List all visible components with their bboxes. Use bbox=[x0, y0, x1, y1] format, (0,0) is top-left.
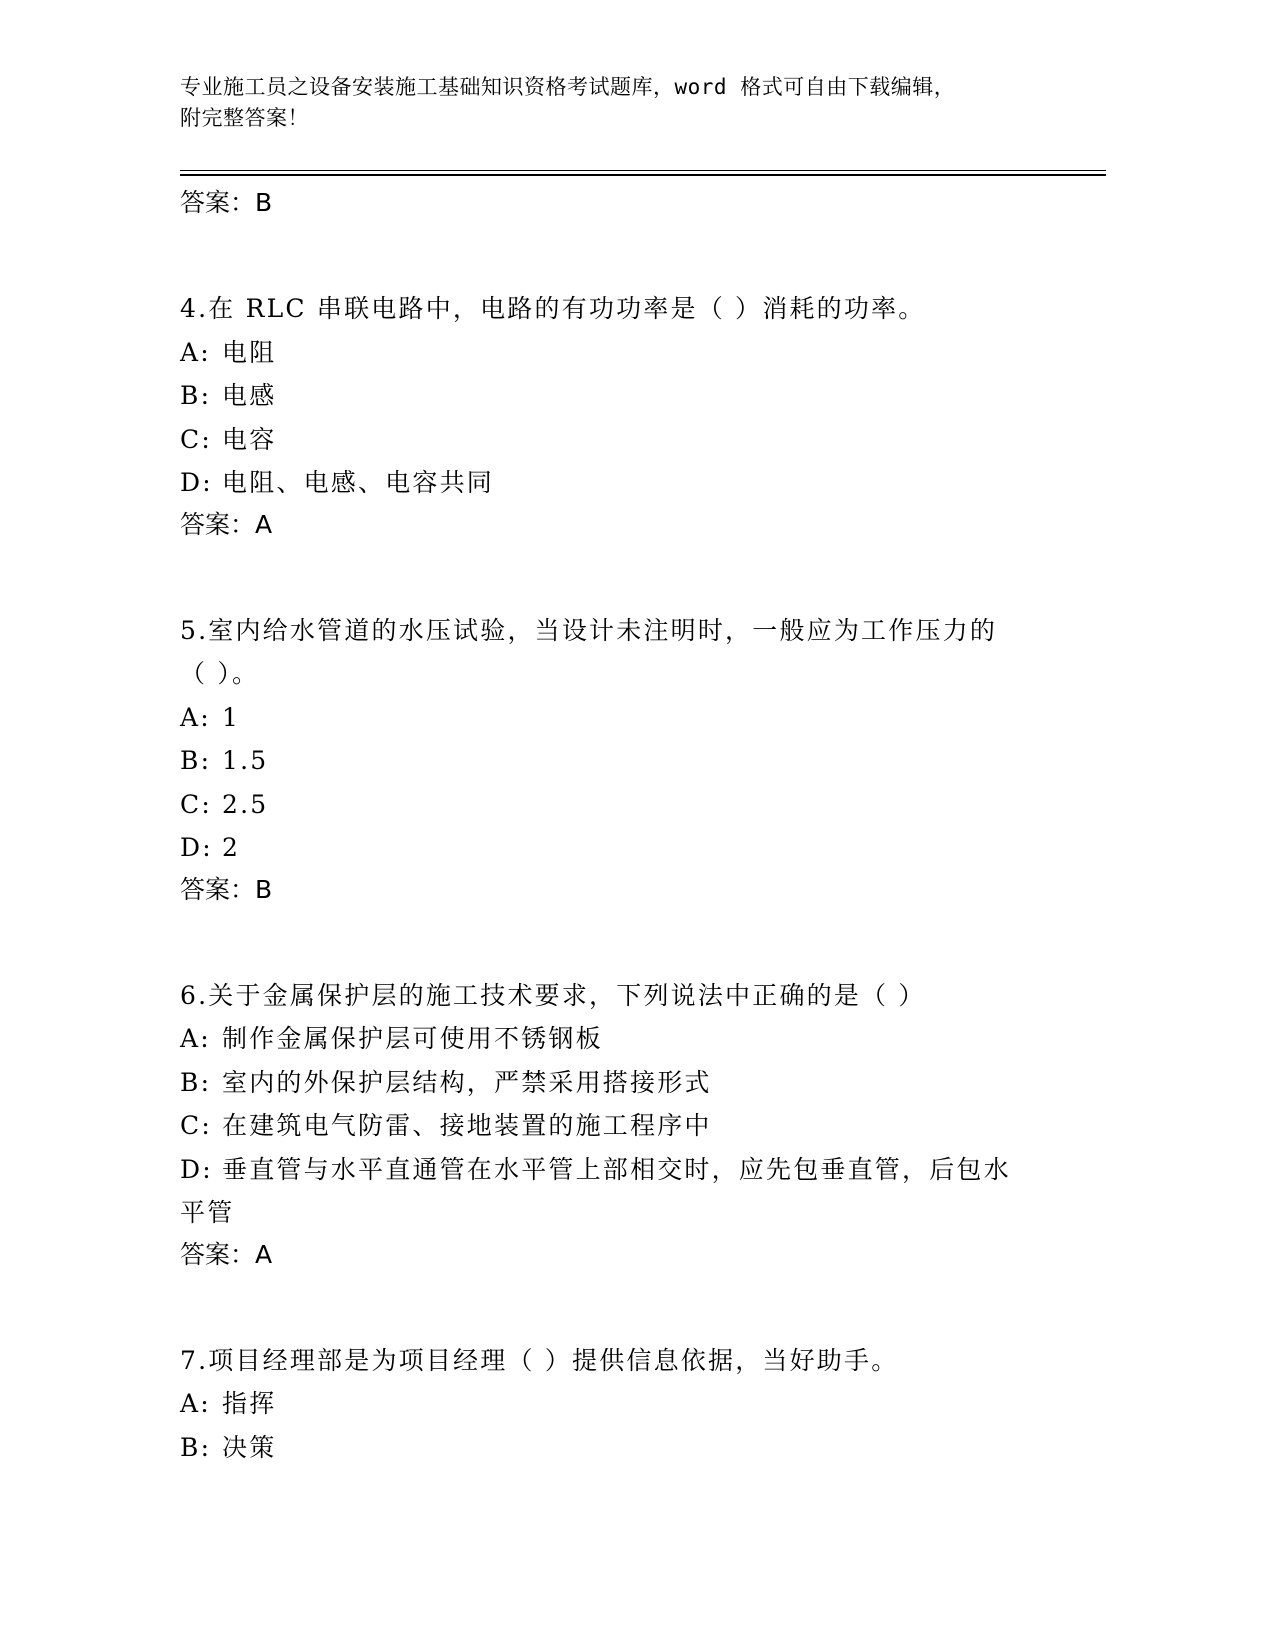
header-divider-thin bbox=[180, 170, 1106, 171]
option-item bbox=[180, 1104, 1060, 1148]
answer-line: 答案：A bbox=[180, 1239, 273, 1269]
option-item bbox=[180, 1426, 1060, 1470]
option-item bbox=[180, 1061, 1060, 1105]
option-letter: A: bbox=[180, 1024, 211, 1053]
answer-line: 答案：A bbox=[180, 509, 273, 539]
option-item bbox=[180, 461, 1060, 505]
option-text: 电阻 bbox=[222, 337, 277, 367]
option-item bbox=[180, 1382, 1060, 1426]
option-item bbox=[180, 696, 1060, 740]
question-gap bbox=[180, 1275, 1060, 1339]
question-block bbox=[180, 1339, 1060, 1470]
option-letter: B: bbox=[180, 1067, 212, 1097]
option-letter: D: bbox=[180, 1154, 213, 1184]
question-text: 6.关于金属保护层的施工技术要求，下列说法中正确的是（ ） bbox=[180, 980, 926, 1010]
option-letter: C: bbox=[180, 1111, 212, 1140]
option-letter: D: bbox=[180, 468, 213, 497]
option-text: 决策 bbox=[222, 1432, 277, 1462]
option-item bbox=[180, 1191, 1060, 1235]
option-letter: C: bbox=[180, 789, 212, 819]
option-item bbox=[180, 418, 1060, 462]
option-letter: B: bbox=[180, 746, 212, 775]
option-text: 电感 bbox=[222, 381, 277, 410]
option-text: 在建筑电气防雷、接地装置的施工程序中 bbox=[222, 1111, 712, 1140]
option-text: 电阻、电感、电容共同 bbox=[222, 468, 495, 497]
answer-line: 答案：B bbox=[180, 188, 273, 217]
option-letter: D: bbox=[180, 833, 213, 862]
question-gap bbox=[180, 545, 1060, 609]
option-text: 指挥 bbox=[222, 1389, 277, 1418]
question-text: （ ）。 bbox=[180, 659, 260, 688]
option-text: 制作金属保护层可使用不锈钢板 bbox=[222, 1024, 603, 1053]
option-text: 室内的外保护层结构，严禁采用搭接形式 bbox=[222, 1067, 712, 1097]
option-text: 2.5 bbox=[222, 789, 269, 819]
header-divider-thick bbox=[180, 174, 1106, 176]
question-text: 4.在 RLC 串联电路中，电路的有功功率是（ ）消耗的功率。 bbox=[180, 294, 926, 323]
option-text: 1.5 bbox=[222, 746, 269, 775]
option-letter: A: bbox=[180, 337, 211, 367]
option-item bbox=[180, 331, 1060, 375]
question-gap bbox=[180, 223, 1060, 287]
document-header bbox=[180, 72, 1060, 134]
option-item bbox=[180, 1017, 1060, 1061]
option-text: 电容 bbox=[222, 424, 277, 454]
option-letter: A: bbox=[180, 1389, 211, 1418]
question-gap bbox=[180, 910, 1060, 974]
question-block bbox=[180, 609, 1060, 910]
option-letter: A: bbox=[180, 702, 211, 732]
header-line-2: 附完整答案！ bbox=[180, 106, 309, 130]
option-item bbox=[180, 826, 1060, 870]
option-item bbox=[180, 1148, 1060, 1192]
question-block bbox=[180, 974, 1060, 1275]
option-text: 2 bbox=[222, 833, 241, 862]
option-letter: B: bbox=[180, 1432, 212, 1462]
option-item bbox=[180, 739, 1060, 783]
option-text: 垂直管与水平直通管在水平管上部相交时，应先包垂直管，后包水 bbox=[222, 1154, 1011, 1184]
option-letter: C: bbox=[180, 424, 212, 454]
option-item bbox=[180, 374, 1060, 418]
option-item bbox=[180, 783, 1060, 827]
option-letter: B: bbox=[180, 381, 212, 410]
question-text: 5.室内给水管道的水压试验，当设计未注明时，一般应为工作压力的 bbox=[180, 615, 998, 645]
option-text: 平管 bbox=[180, 1198, 235, 1227]
question-text: 7.项目经理部是为项目经理（ ）提供信息依据，当好助手。 bbox=[180, 1345, 899, 1375]
question-block bbox=[180, 287, 1060, 545]
header-line-1: 专业施工员之设备安装施工基础知识资格考试题库，word 格式可自由下载编辑， bbox=[180, 75, 956, 99]
option-text: 1 bbox=[222, 702, 241, 732]
answer-line: 答案：B bbox=[180, 874, 273, 904]
question-list bbox=[180, 183, 1060, 1469]
